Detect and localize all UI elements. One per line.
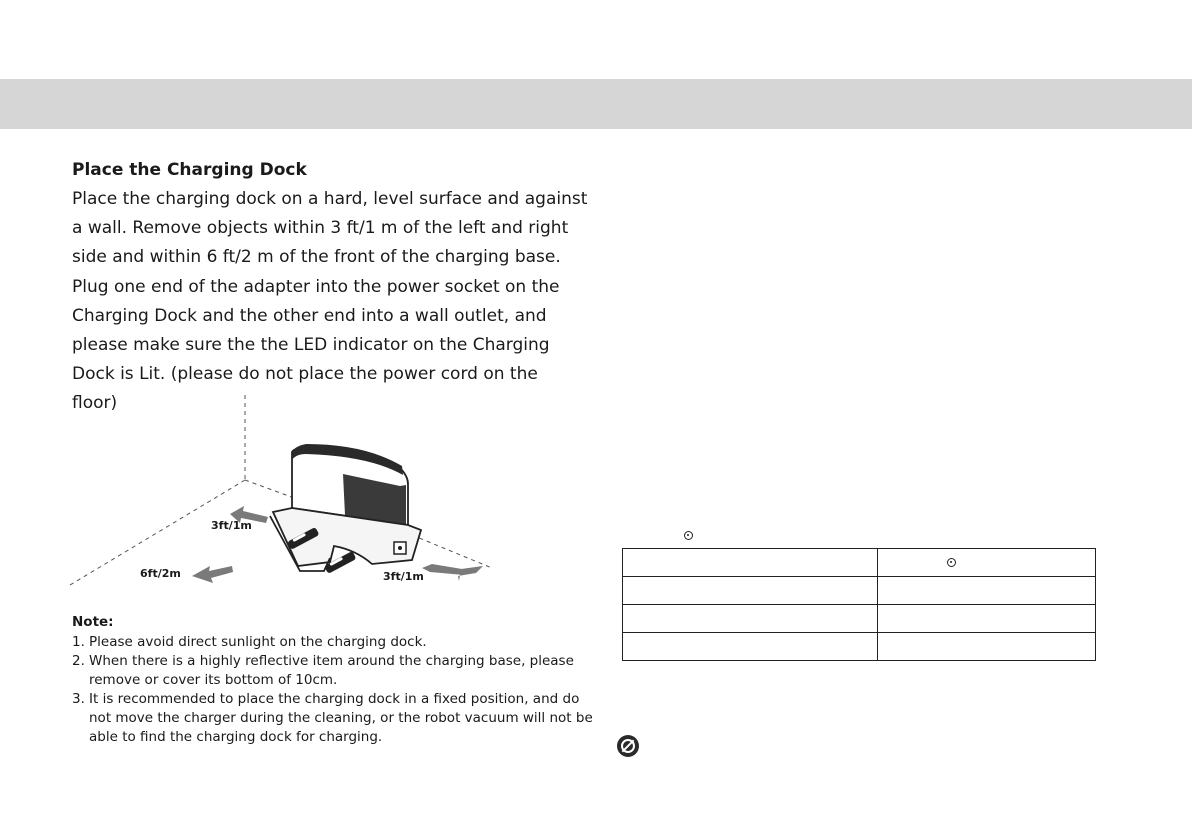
prohibited-icon — [617, 735, 639, 757]
table-cell — [623, 633, 878, 661]
note-list — [72, 633, 602, 747]
note-title: Note: — [72, 614, 114, 630]
table-row — [623, 605, 1096, 633]
body-line: Charging Dock and the other end into a wall outlet, and — [72, 305, 547, 326]
note-number: 2. — [72, 653, 85, 669]
table-cell — [623, 577, 878, 605]
table-cell — [878, 549, 1096, 577]
table-row — [623, 549, 1096, 577]
note-text: It is recommended to place the charging dock in a fixed position, and do not move the charger during the cleaning, or the robot vacuum will not be able to find the charging dock for charging. — [89, 691, 593, 745]
power-button-icon — [684, 531, 693, 540]
body-line: a wall. Remove objects within 3 ft/1 m of the left and right — [72, 218, 569, 239]
note-item — [72, 633, 602, 652]
section-title: Place the Charging Dock — [72, 160, 307, 180]
note-number: 1. — [72, 634, 85, 650]
table-cell — [878, 605, 1096, 633]
note-item — [72, 690, 602, 747]
body-line: side and within 6 ft/2 m of the front of the charging base. — [72, 247, 561, 268]
note-text: Please avoid direct sunlight on the charging dock. — [89, 634, 427, 650]
note-number: 3. — [72, 691, 85, 707]
side-right-distance-label: 3ft/1m — [383, 570, 424, 583]
table-cell — [623, 605, 878, 633]
side-left-distance-label: 3ft/1m — [211, 519, 252, 532]
front-distance-label: 6ft/2m — [140, 567, 181, 580]
body-line: please make sure the the LED indicator on the Charging — [72, 335, 550, 356]
table-row — [623, 633, 1096, 661]
table-cell — [878, 633, 1096, 661]
body-line: Dock is Lit. (please do not place the power cord on the — [72, 364, 538, 385]
body-line: floor) — [72, 393, 118, 414]
charging-dock-diagram — [60, 390, 510, 590]
body-line: Place the charging dock on a hard, level surface and against — [72, 189, 588, 209]
note-text: When there is a highly reflective item around the charging base, please remove or cover its bottom of 10cm. — [89, 653, 574, 688]
note-item — [72, 652, 602, 690]
indicator-status-table — [622, 548, 1096, 661]
table-row — [623, 577, 1096, 605]
table-cell — [623, 549, 878, 577]
power-button-icon — [947, 558, 956, 567]
section-body — [72, 185, 602, 419]
header-band — [0, 79, 1192, 129]
table-cell — [878, 577, 1096, 605]
body-line: Plug one end of the adapter into the power socket on the — [72, 276, 560, 297]
